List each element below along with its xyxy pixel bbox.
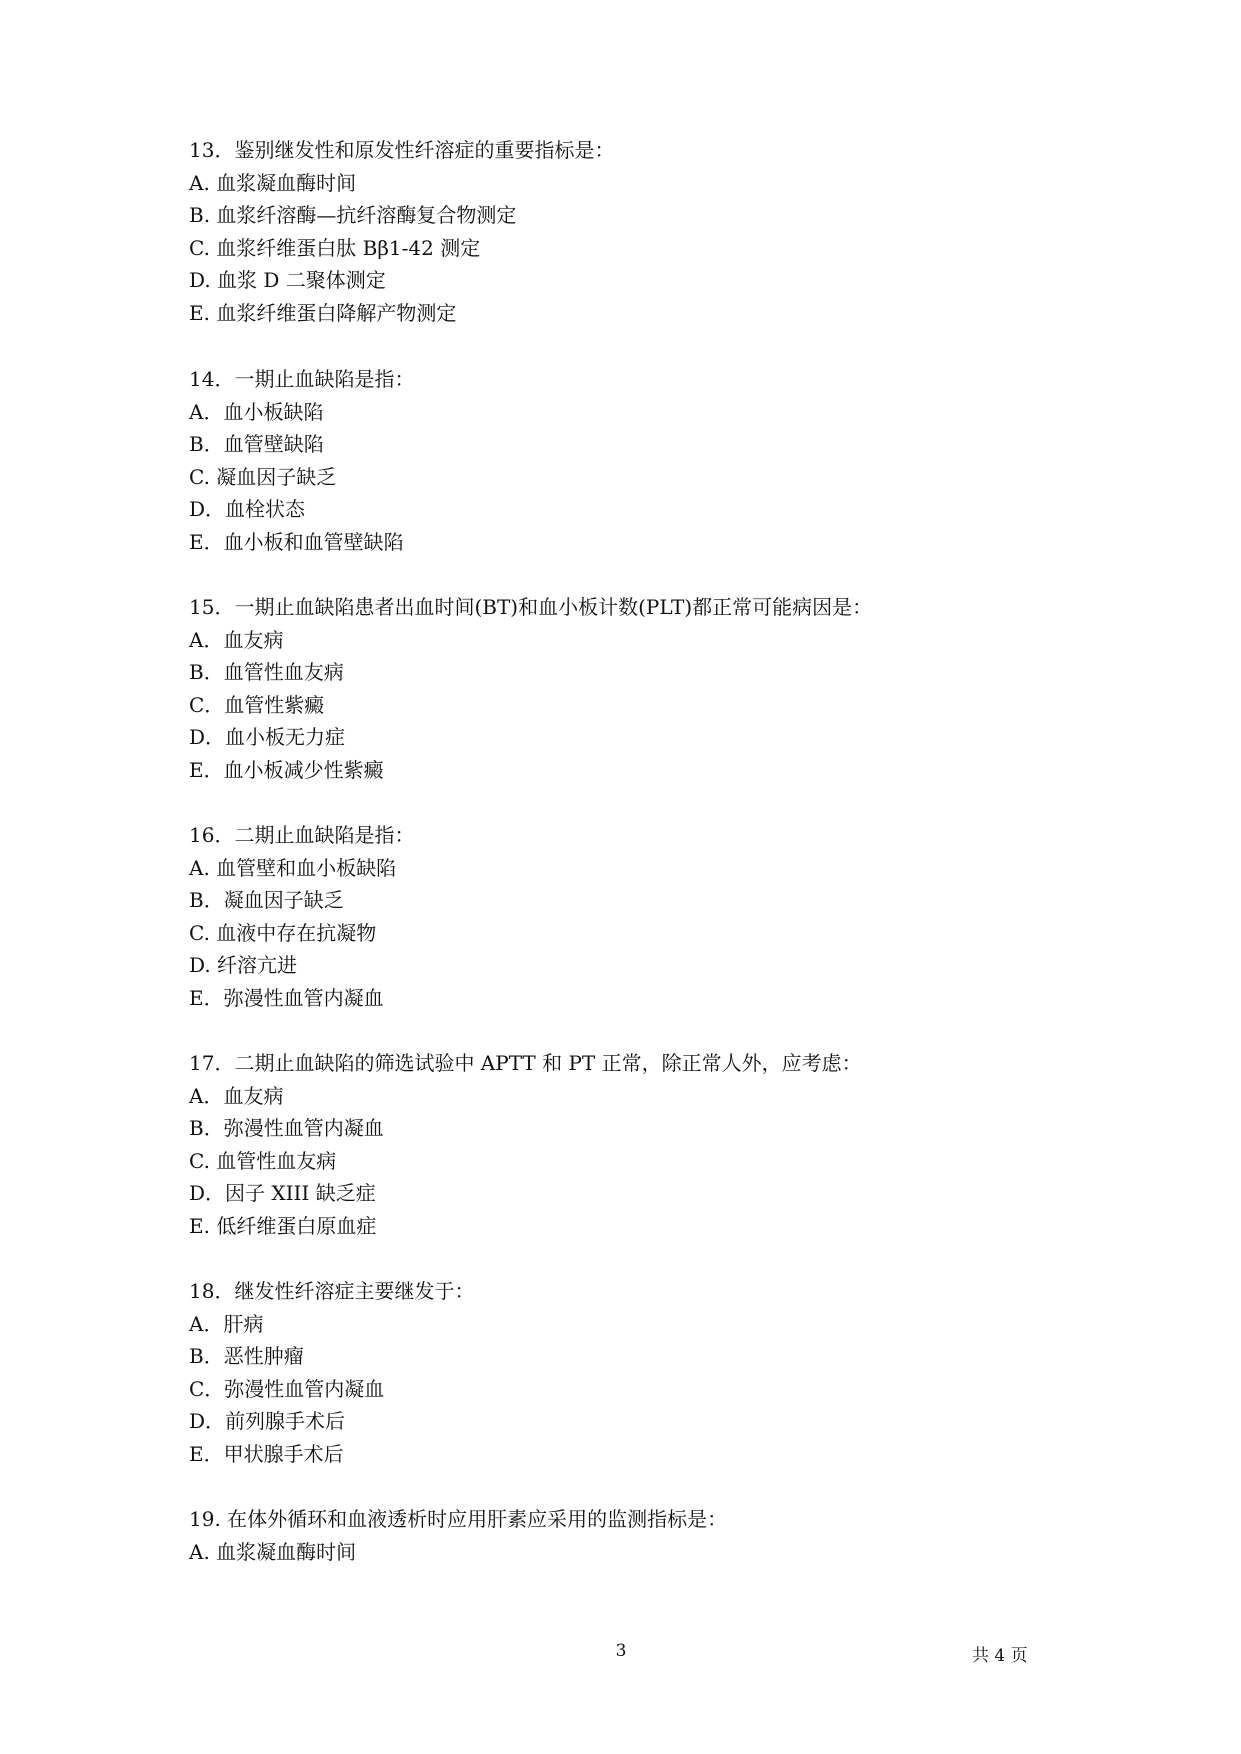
question-stem: 15．一期止血缺陷患者出血时间(BT)和血小板计数(PLT)都正常可能病因是： xyxy=(189,595,873,619)
option-b: B．凝血因子缺乏 xyxy=(189,888,344,913)
option-b: B．血管壁缺陷 xyxy=(189,432,324,457)
question-stem: 19. 在体外循环和血液透析时应用肝素应采用的监测指标是： xyxy=(189,1507,728,1531)
question-stem: 16．二期止血缺陷是指： xyxy=(189,823,415,847)
option-c: C. 凝血因子缺乏 xyxy=(189,464,337,489)
option-c: C．弥漫性血管内凝血 xyxy=(189,1376,385,1401)
option-a: A．血友病 xyxy=(189,627,284,652)
question-18 xyxy=(189,1275,1089,1471)
option-e: E. 血浆纤维蛋白降解产物测定 xyxy=(189,300,457,325)
option-d: D．血栓状态 xyxy=(189,497,306,522)
option-e: E．血小板和血管壁缺陷 xyxy=(189,529,404,554)
option-c: C. 血管性血友病 xyxy=(189,1148,337,1173)
option-a: A．血小板缺陷 xyxy=(189,399,324,424)
option-b: B．恶性肿瘤 xyxy=(189,1344,304,1369)
question-14 xyxy=(189,363,1089,559)
option-e: E．血小板减少性紫癜 xyxy=(189,757,384,782)
option-b: B. 血浆纤溶酶—抗纤溶酶复合物测定 xyxy=(189,203,517,228)
question-stem: 17．二期止血缺陷的筛选试验中 APTT 和 PT 正常，除正常人外，应考虑： xyxy=(189,1051,862,1075)
option-a: A. 血浆凝血酶时间 xyxy=(189,1539,357,1564)
option-d: D. 血浆 D 二聚体测定 xyxy=(189,268,386,293)
question-17 xyxy=(189,1047,1089,1243)
option-a: A．肝病 xyxy=(189,1311,264,1336)
option-c: C．血管性紫癜 xyxy=(189,692,325,717)
question-16 xyxy=(189,819,1089,1015)
question-stem: 14．一期止血缺陷是指： xyxy=(189,367,415,391)
option-e: E．弥漫性血管内凝血 xyxy=(189,985,384,1010)
question-15 xyxy=(189,591,1089,787)
option-d: D．因子 XIII 缺乏症 xyxy=(189,1181,376,1206)
option-e: E. 低纤维蛋白原血症 xyxy=(189,1213,377,1238)
option-e: E．甲状腺手术后 xyxy=(189,1441,344,1466)
question-13 xyxy=(189,134,1089,330)
option-a: A. 血浆凝血酶时间 xyxy=(189,170,357,195)
option-a: A. 血管壁和血小板缺陷 xyxy=(189,855,397,880)
option-a: A．血友病 xyxy=(189,1083,284,1108)
page-total: 共 4 页 xyxy=(972,1646,1028,1666)
option-b: B．血管性血友病 xyxy=(189,660,344,685)
option-b: B．弥漫性血管内凝血 xyxy=(189,1116,384,1141)
option-c: C. 血浆纤维蛋白肽 Bβ1-42 测定 xyxy=(189,235,481,260)
option-c: C. 血液中存在抗凝物 xyxy=(189,920,377,945)
question-stem: 13．鉴别继发性和原发性纤溶症的重要指标是： xyxy=(189,138,615,162)
option-d: D．血小板无力症 xyxy=(189,725,346,750)
page-number: 3 xyxy=(615,1641,627,1661)
option-d: D. 纤溶亢进 xyxy=(189,953,298,978)
question-19 xyxy=(189,1503,1089,1568)
option-d: D．前列腺手术后 xyxy=(189,1409,346,1434)
question-stem: 18．继发性纤溶症主要继发于： xyxy=(189,1279,475,1303)
